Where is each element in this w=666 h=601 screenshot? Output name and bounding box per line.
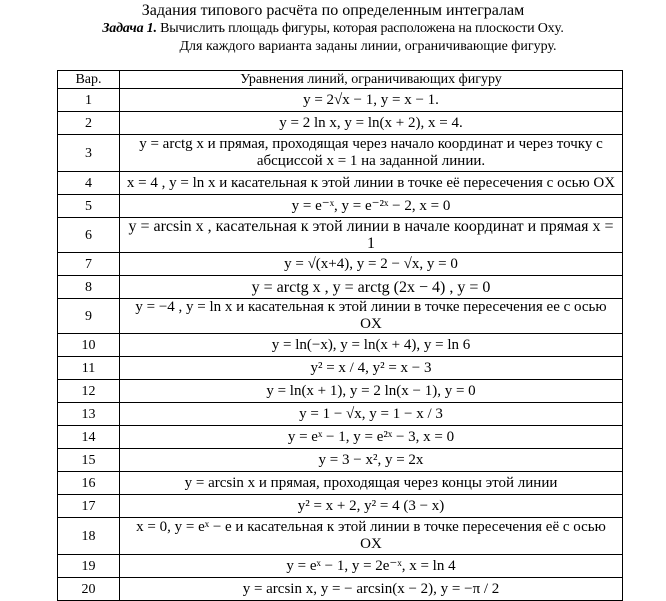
variant-number: 19 bbox=[58, 555, 120, 578]
table-row bbox=[58, 299, 623, 334]
variant-number: 13 bbox=[58, 403, 120, 426]
variant-equations: y = 3 − x², y = 2x bbox=[120, 449, 623, 472]
variant-equations: y = 2 ln x, y = ln(x + 2), x = 4. bbox=[120, 112, 623, 135]
variant-equations: y = ln(−x), y = ln(x + 4), y = ln 6 bbox=[120, 334, 623, 357]
variant-equations: y = 2√x − 1, y = x − 1. bbox=[120, 89, 623, 112]
table-row bbox=[58, 172, 623, 195]
variant-number: 18 bbox=[58, 518, 120, 555]
variant-equations: y = √(x+4), y = 2 − √x, y = 0 bbox=[120, 253, 623, 276]
variant-number: 8 bbox=[58, 276, 120, 299]
variant-equations: y = −4 , y = ln x и касательная к этой линии в точке пересечения ее с осью OX bbox=[120, 299, 623, 334]
table-row bbox=[58, 380, 623, 403]
page-title: Задания типового расчёта по определенным интегралам bbox=[141, 2, 525, 19]
variant-equations: y = eˣ − 1, y = 2e⁻ˣ, x = ln 4 bbox=[120, 555, 623, 578]
variant-equations: y = arcsin x, y = − arcsin(x − 2), y = −π / 2 bbox=[120, 578, 623, 601]
variant-equations: y = arctg x и прямая, проходящая через начало координат и через точку с абсциссой x = 1 на заданной линии. bbox=[120, 135, 623, 172]
variants-table bbox=[57, 70, 623, 601]
table-row bbox=[58, 195, 623, 218]
variant-number: 9 bbox=[58, 299, 120, 334]
variant-number: 6 bbox=[58, 218, 120, 253]
variant-equations: y = eˣ − 1, y = e²ˣ − 3, x = 0 bbox=[120, 426, 623, 449]
variant-number: 16 bbox=[58, 472, 120, 495]
table-row bbox=[58, 89, 623, 112]
task-label: Задача 1. bbox=[102, 21, 157, 36]
table-row bbox=[58, 495, 623, 518]
column-header-variant: Вар. bbox=[58, 71, 120, 89]
variant-number: 7 bbox=[58, 253, 120, 276]
table-row bbox=[58, 334, 623, 357]
variant-number: 2 bbox=[58, 112, 120, 135]
table-header-row bbox=[58, 71, 623, 89]
variant-number: 15 bbox=[58, 449, 120, 472]
variant-number: 20 bbox=[58, 578, 120, 601]
table-row bbox=[58, 218, 623, 253]
table-row bbox=[58, 449, 623, 472]
variant-number: 17 bbox=[58, 495, 120, 518]
variant-equations: y = arctg x , y = arctg (2x − 4) , y = 0 bbox=[120, 276, 623, 299]
variant-number: 11 bbox=[58, 357, 120, 380]
table-row bbox=[58, 403, 623, 426]
variant-number: 10 bbox=[58, 334, 120, 357]
table-row bbox=[58, 135, 623, 172]
variant-number: 4 bbox=[58, 172, 120, 195]
variant-equations: y = arcsin x , касательная к этой линии в начале координат и прямая x = 1 bbox=[120, 218, 623, 253]
variant-number: 5 bbox=[58, 195, 120, 218]
variant-equations: y = arcsin x и прямая, проходящая через концы этой линии bbox=[120, 472, 623, 495]
table-row bbox=[58, 276, 623, 299]
table-row bbox=[58, 112, 623, 135]
table-row bbox=[58, 426, 623, 449]
table-row bbox=[58, 555, 623, 578]
table-row bbox=[58, 578, 623, 601]
variant-equations: x = 0, y = eˣ − e и касательная к этой линии в точке пересечения её с осью OX bbox=[120, 518, 623, 555]
variant-equations: y² = x + 2, y² = 4 (3 − x) bbox=[120, 495, 623, 518]
table-row bbox=[58, 472, 623, 495]
table-row bbox=[58, 253, 623, 276]
variant-number: 3 bbox=[58, 135, 120, 172]
column-header-equations: Уравнения линий, ограничивающих фигуру bbox=[120, 71, 623, 89]
variant-equations: y² = x / 4, y² = x − 3 bbox=[120, 357, 623, 380]
variant-equations: x = 4 , y = ln x и касательная к этой линии в точке её пересечения с осью OX bbox=[120, 172, 623, 195]
variant-number: 12 bbox=[58, 380, 120, 403]
task-subtitle: Для каждого варианта заданы линии, ограничивающие фигуру. bbox=[179, 39, 557, 54]
table-row bbox=[58, 518, 623, 555]
task-statement bbox=[0, 21, 666, 37]
variant-number: 14 bbox=[58, 426, 120, 449]
table-row bbox=[58, 357, 623, 380]
variant-number: 1 bbox=[58, 89, 120, 112]
variant-equations: y = 1 − √x, y = 1 − x / 3 bbox=[120, 403, 623, 426]
task-text: Вычислить площадь фигуры, которая расположена на плоскости Oxy. bbox=[160, 21, 564, 36]
variant-equations: y = e⁻ˣ, y = e⁻²ˣ − 2, x = 0 bbox=[120, 195, 623, 218]
variant-equations: y = ln(x + 1), y = 2 ln(x − 1), y = 0 bbox=[120, 380, 623, 403]
